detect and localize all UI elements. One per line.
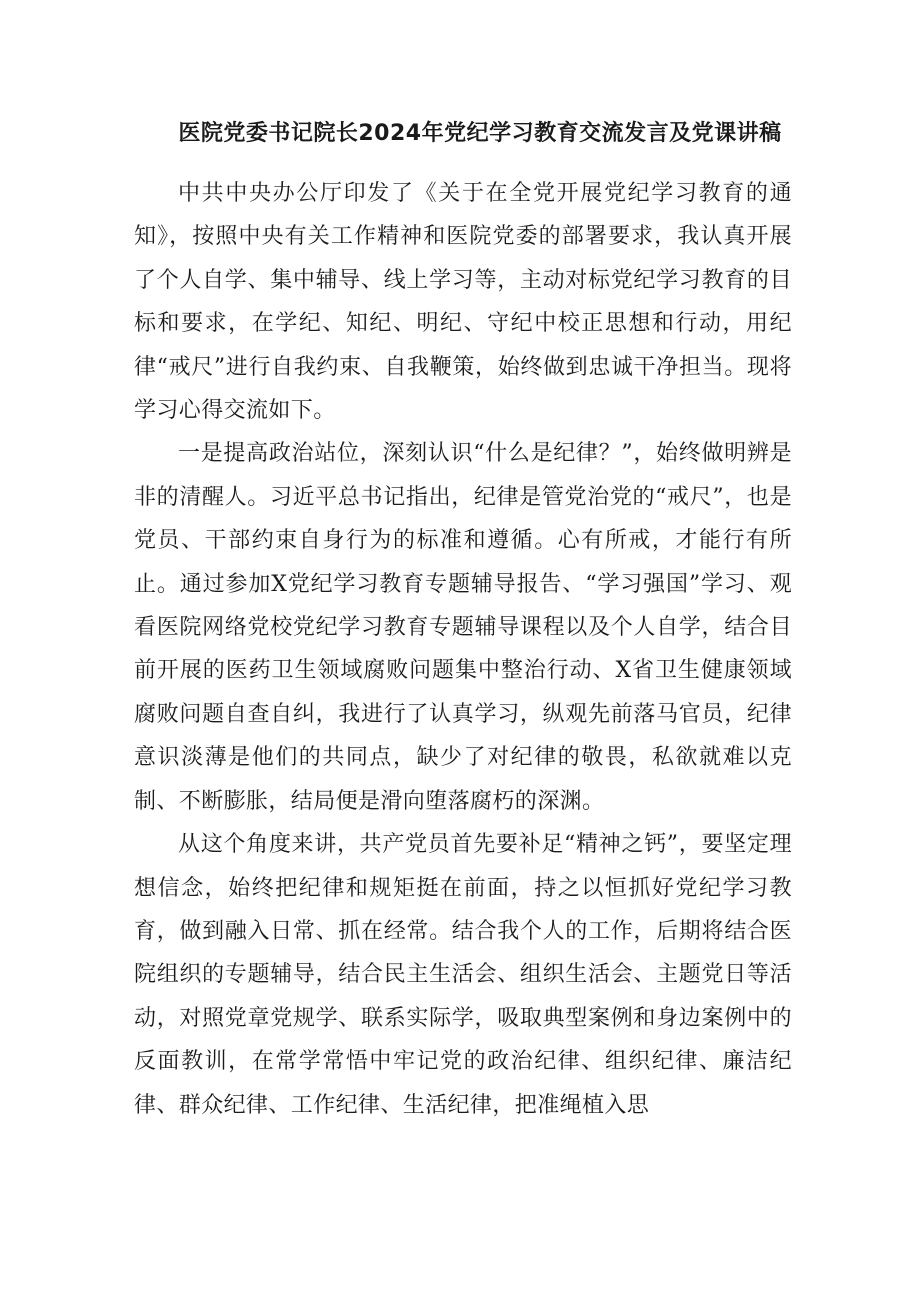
document-title: 医院党委书记院长2024年党纪学习教育交流发言及党课讲稿 <box>178 121 782 146</box>
paragraph-perspective: 从这个角度来讲，共产党员首先要补足“精神之钙”，要坚定理想信念，始终把纪律和规矩挺在前面，持之以恒抓好党纪学习教育，做到融入日常、抓在经常。结合我个人的工作，后期将结合医院组织的专题辅导，结合民主生活会、组织生活会、主题党日等活动，对照党章党规学、联系实际学，吸取典型案例和身边案例中的反面教训，在常学常悟中牢记党的政治纪律、组织纪律、廉洁纪律、群众纪律、工作纪律、生活纪律，把准绳植入思 <box>134 832 792 1118</box>
paragraph-intro: 中共中央办公厅印发了《关于在全党开展党纪学习教育的通知》，按照中央有关工作精神和医院党委的部署要求，我认真开展了个人自学、集中辅导、线上学习等，主动对标党纪学习教育的目标和要求，在学纪、知纪、明纪、守纪中校正思想和行动，用纪律“戒尺”进行自我约束、自我鞭策，始终做到忠诚干净担当。现将学习心得交流如下。 <box>134 181 792 424</box>
paragraph-point-one: 一是提高政治站位，深刻认识“什么是纪律？”，始终做明辨是非的清醒人。习近平总书记指出，纪律是管党治党的“戒尺”，也是党员、干部约束自身行为的标准和遵循。心有所戒，才能行有所止。通过参加X党纪学习教育专题辅导报告、“学习强国”学习、观看医院网络党校党纪学习教育专题辅导课程以及个人自学，结合目前开展的医药卫生领域腐败问题集中整治行动、X省卫生健康领域腐败问题自查自纠，我进行了认真学习，纵观先前落马官员，纪律意识淡薄是他们的共同点，缺少了对纪律的敬畏，私欲就难以克制、不断膨胀，结局便是滑向堕落腐朽的深渊。 <box>134 441 792 814</box>
document-body <box>134 172 792 1127</box>
